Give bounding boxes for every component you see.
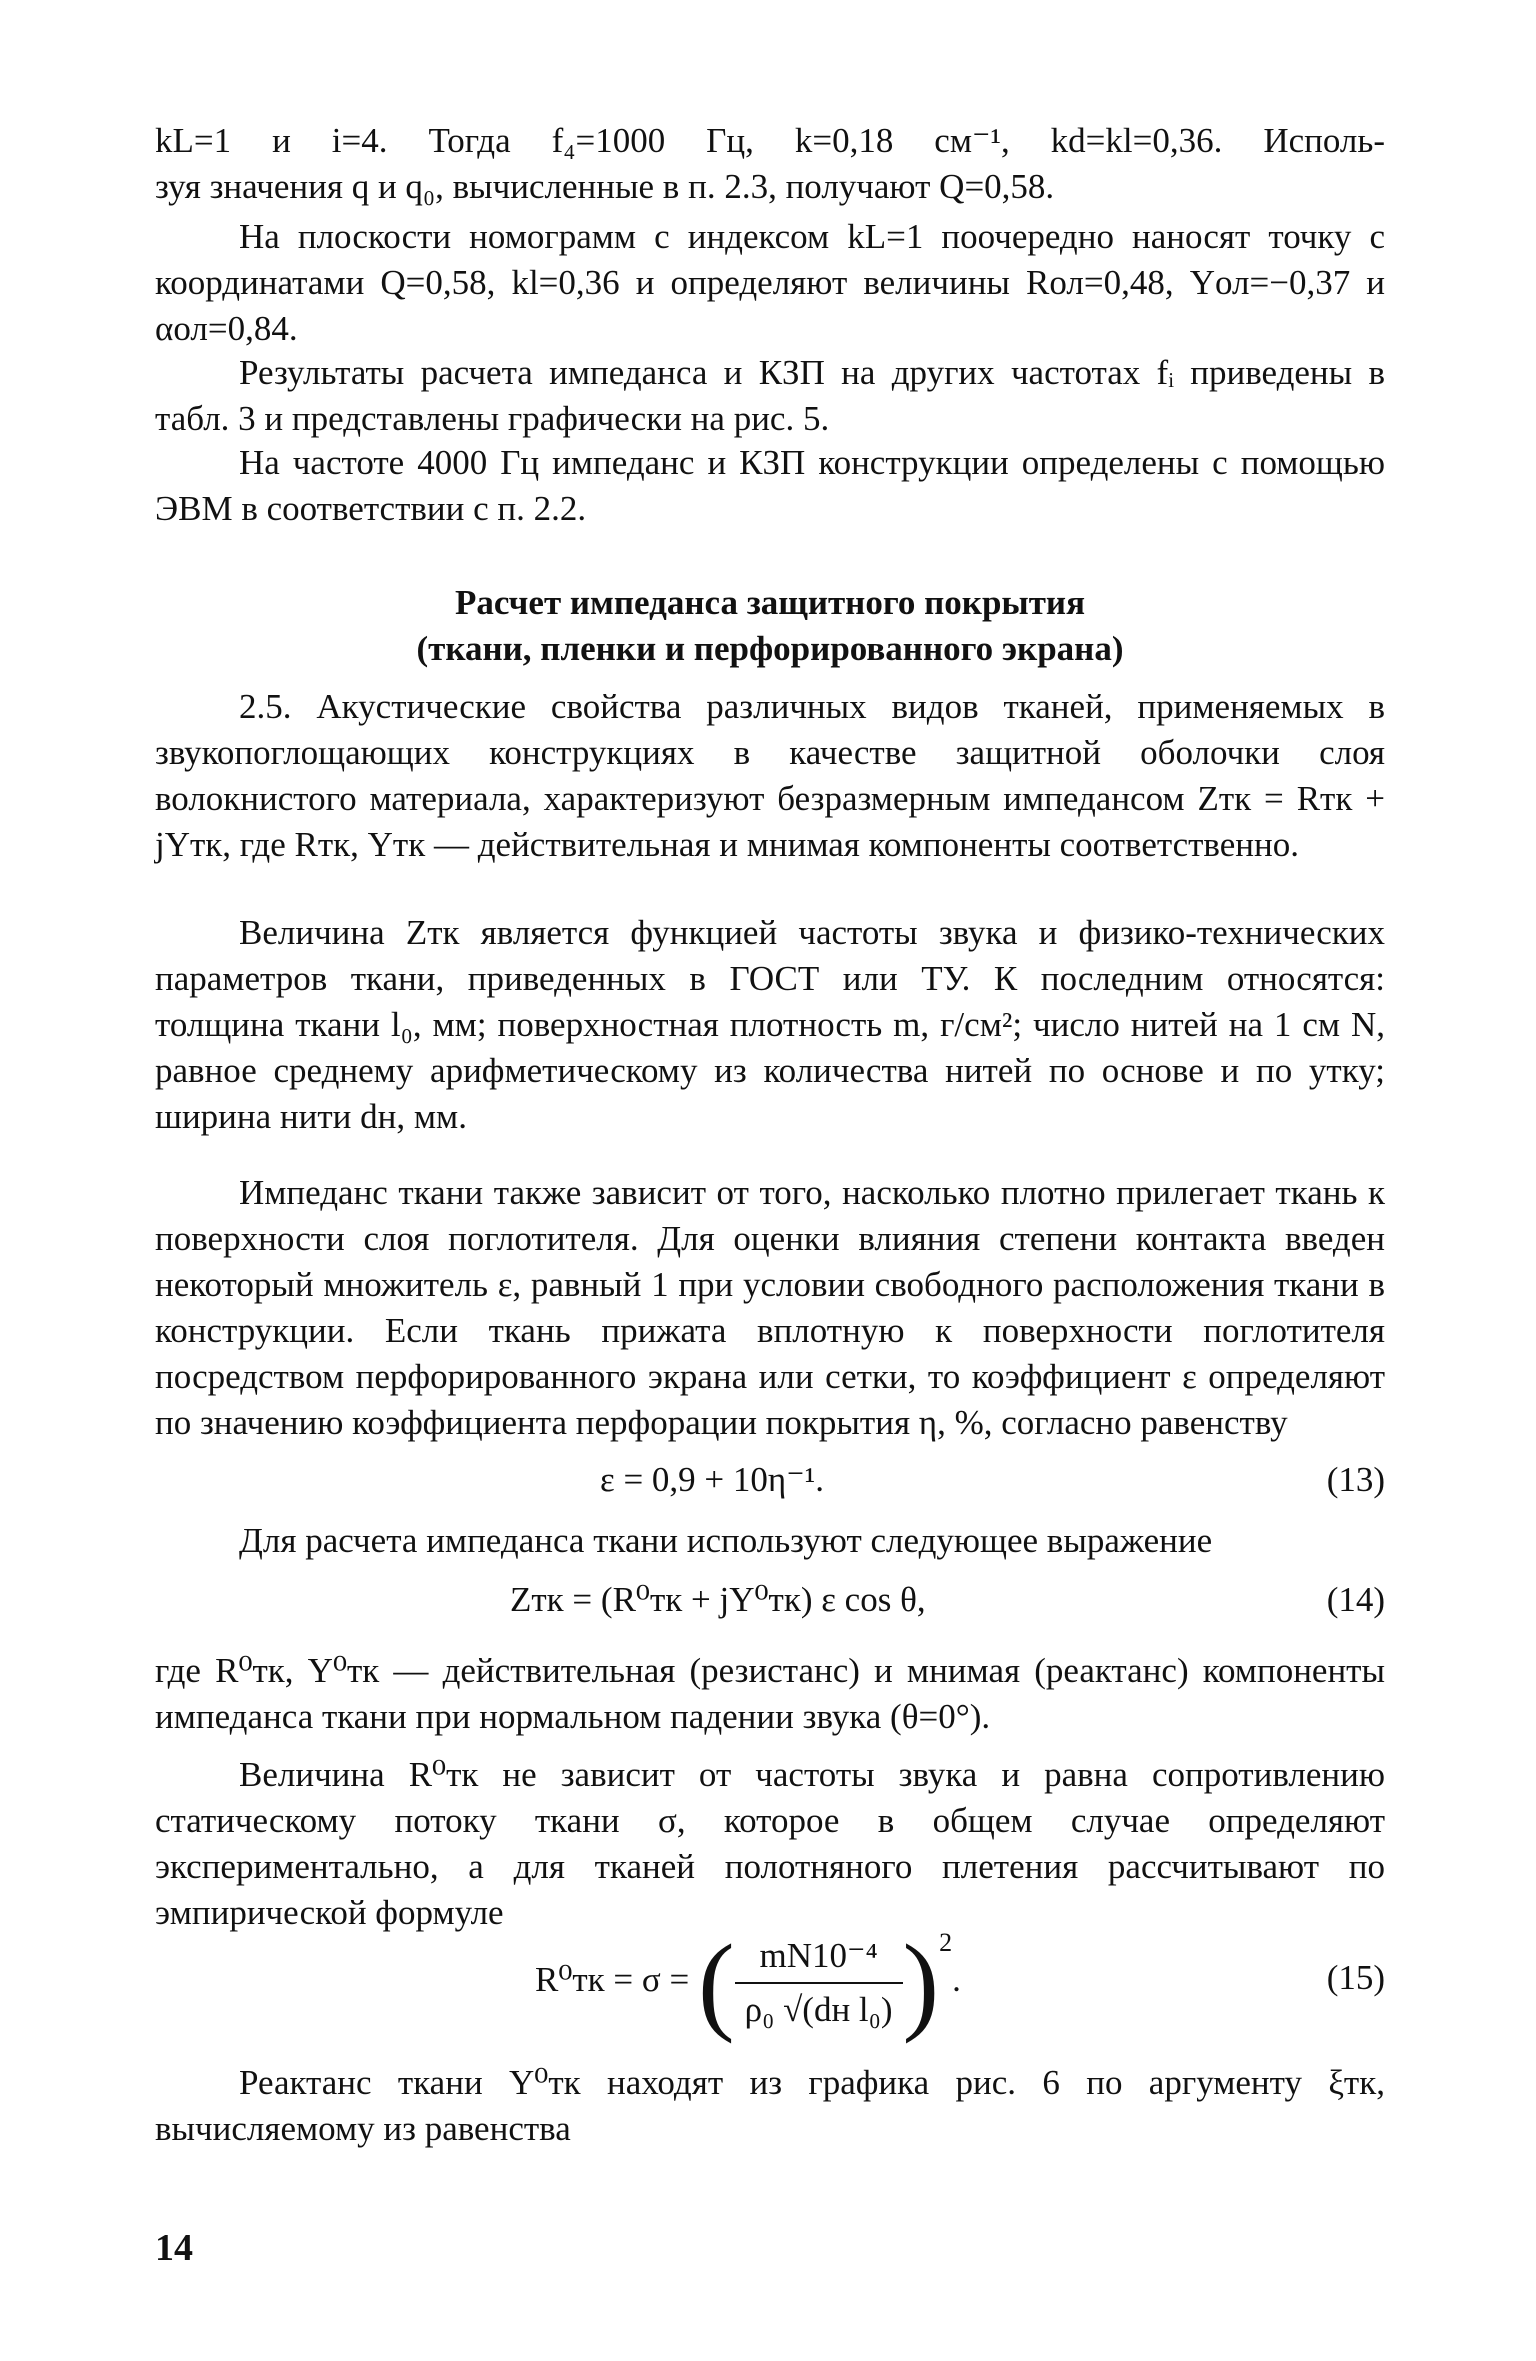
paragraph-text: На частоте 4000 Гц импеданс и КЗП конструкции определены с помощью ЭВМ в соответствии с п. 2.2. (155, 443, 1385, 528)
fraction (735, 1936, 903, 2030)
paragraph-computer (155, 440, 1385, 532)
equation-number: (15) (1326, 1958, 1385, 1997)
paragraph-text: На плоскости номограмм с индексом kL=1 поочередно наносят точку с координатами Q=0,58, kl=0,36 и определяют величины Rол=0,48, Yол=−0,37 и αол=0,84. (155, 217, 1385, 348)
paragraph-text: Величина Zтк является функцией частоты звука и физико-технических параметров ткани, приведенных в ГОСТ или ТУ. К последним относятся: толщина ткани l₀, мм; поверхностная плотность m, г/см²; число нитей на 1 см N, равное среднему арифметическому из количества нитей по основе и по утку; ширина нити dн, мм. (155, 913, 1385, 1136)
paragraph-text: Величина R⁰тк не зависит от частоты звука и равна сопротивлению статическому потоку ткани σ, которое в общем случае определяют экспериментально, а для тканей полотняного плетения рассчитывают по эмпирической формуле (155, 1755, 1385, 1932)
paragraph-value-z (155, 910, 1385, 1140)
fraction-denominator: ρ₀ √(dн l₀) (744, 1990, 893, 2029)
paragraph-reactance (155, 2060, 1385, 2152)
paragraph-text: где R⁰тк, Y⁰тк — действительная (резистанс) и мнимая (реактанс) компоненты импеданса ткани при нормальном падении звука (θ=0°). (155, 1651, 1385, 1736)
paragraph-contact (155, 1170, 1385, 1446)
paragraph-nomogram (155, 214, 1385, 352)
equation-13 (155, 1460, 1385, 1520)
paragraph-text: Для расчета импеданса ткани используют следующее выражение (239, 1521, 1213, 1560)
text-line: зуя значения q и q₀, вычисленные в п. 2.3, получают Q=0,58. (155, 167, 1055, 206)
continued-paragraph (155, 118, 1385, 210)
paragraph-results (155, 350, 1385, 442)
equation-15 (155, 1922, 1385, 2048)
paragraph-2-5 (155, 684, 1385, 868)
paragraph-expression (155, 1518, 1385, 1564)
equation-14 (155, 1580, 1385, 1640)
equation-lhs: R⁰тк = σ = (535, 1960, 690, 2000)
equation-expression: R⁰тк = σ = ( $\frac{\text{mN10⁻⁴}}{\text{ρ₀ √(dн l₀)}}$ )$^2$. (535, 1922, 961, 2044)
paragraph-text: Реактанс ткани Y⁰тк находят из графика рис. 6 по аргументу ξтк, вычисляемому из равенства (155, 2063, 1385, 2148)
paragraph-text: 2.5. Акустические свойства различных видов тканей, применяемых в звукопоглощающих конструкциях в качестве защитной оболочки слоя волокнистого материала, характеризуют безразмерным импедансом Zтк = Rтк + jYтк, где Rтк, Yтк — действительная и мнимая компоненты соответственно. (155, 687, 1385, 864)
paragraph-resistance (155, 1752, 1385, 1936)
heading-line-1: Расчет импеданса защитного покрытия (454, 583, 1086, 622)
page-number: 14 (155, 2227, 193, 2269)
text-line: kL=1 и i=4. Тогда f₄=1000 Гц, k=0,18 см⁻¹, kd=kl=0,36. Исполь- (155, 121, 1385, 160)
left-paren: ( (698, 1922, 735, 2044)
paragraph-where (155, 1648, 1385, 1740)
equation-number: (13) (1326, 1460, 1385, 1499)
right-paren: ) (902, 1922, 940, 2044)
exponent: 2 (939, 1928, 953, 1958)
paragraph-text: Импеданс ткани также зависит от того, насколько плотно прилегает ткань к поверхности слоя поглотителя. Для оценки влияния степени контакта введен некоторый множитель ε, равный 1 при условии свободного расположения ткани в конструкции. Если ткань прижата вплотную к поверхности поглотителя посредством перфорированного экрана или сетки, то коэффициент ε определяют по значению коэффициента перфорации покрытия η, %, согласно равенству (155, 1173, 1385, 1442)
fraction-numerator: mN10⁻⁴ (735, 1936, 903, 1984)
equation-expression: ε = 0,9 + 10η⁻¹. (600, 1460, 824, 1499)
equation-number: (14) (1326, 1580, 1385, 1619)
equation-expression: Zтк = (R⁰тк + jY⁰тк) ε cos θ, (510, 1580, 926, 1619)
section-heading (155, 580, 1385, 672)
heading-line-2: (ткани, пленки и перфорированного экрана) (416, 629, 1124, 668)
paragraph-text: Результаты расчета импеданса и КЗП на других частотах fᵢ приведены в табл. 3 и представлены графически на рис. 5. (155, 353, 1385, 438)
